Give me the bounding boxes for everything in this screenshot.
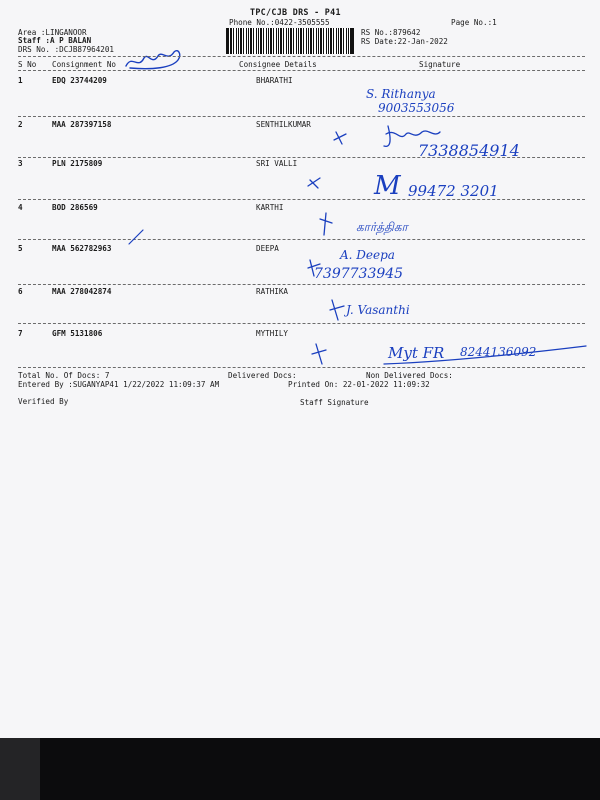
row-6-consignment: MAA 278042874 — [52, 287, 112, 296]
row-2-divider — [18, 157, 585, 158]
row-6-sno: 6 — [18, 287, 23, 296]
page-number: Page No.:1 — [451, 18, 497, 27]
non-delivered-docs: Non Delivered Docs: — [366, 371, 453, 380]
row-3-consignment: PLN 2175809 — [52, 159, 103, 168]
document-title: TPC/CJB DRS - P41 — [250, 7, 341, 17]
row-2-consignment: MAA 287397158 — [52, 120, 112, 129]
column-header-consignee: Consignee Details — [239, 60, 317, 69]
row-5-signature-name: A. Deepa — [340, 248, 395, 262]
total-docs: Total No. Of Docs: 7 — [18, 371, 110, 380]
row-3-signature — [300, 160, 600, 204]
scan-bottom-edge — [0, 738, 600, 800]
scan-bottom-edge-notch — [0, 738, 40, 800]
row-4-signature — [300, 205, 600, 243]
row-4-divider — [18, 239, 585, 240]
staff-signature: Staff Signature — [300, 398, 369, 407]
rs-number: RS No.:879642 — [361, 28, 421, 37]
phone-number: Phone No.:0422-3505555 — [229, 18, 330, 27]
row-5-signature-phone: 7397733945 — [314, 266, 404, 282]
staff-label: Staff :A P BALAN — [18, 36, 92, 45]
row-4-sno: 4 — [18, 203, 23, 212]
row-4-consignment: BOD 286569 — [52, 203, 98, 212]
row-1-signature — [300, 78, 600, 116]
row-4-consignee: KARTHI — [256, 203, 284, 212]
row-7-consignment: GFM 5131806 — [52, 329, 103, 338]
drs-number: DRS No. :DCJB87964201 — [18, 45, 115, 54]
row-2-signature-phone: 7338854914 — [418, 141, 520, 160]
row-3-consignee: SRI VALLI — [256, 159, 298, 168]
row-5-consignment: MAA 562782963 — [52, 244, 112, 253]
area-label: Area :LINGANOOR — [18, 28, 87, 37]
entered-by: Entered By :SUGANYAP41 1/22/2022 11:09:37 AM — [18, 380, 220, 389]
row-1-signature-name: S. Rithanya — [366, 87, 436, 101]
printed-on: Printed On: 22-01-2022 11:09:32 — [288, 380, 430, 389]
row-7-sno: 7 — [18, 329, 23, 338]
row-1-signature-phone: 9003553056 — [378, 101, 455, 115]
row-2-consignee: SENTHILKUMAR — [256, 120, 311, 129]
row-5-consignee: DEEPA — [256, 244, 279, 253]
row-2-sno: 2 — [18, 120, 23, 129]
column-header-consignment: Consignment No — [52, 60, 117, 69]
row-3-signature-mark: M — [374, 171, 401, 201]
barcode — [226, 28, 354, 54]
rs-date: RS Date:22-Jan-2022 — [361, 37, 448, 46]
table-bottom-rule — [18, 367, 585, 368]
row-3-sno: 3 — [18, 159, 23, 168]
delivered-docs: Delivered Docs: — [228, 371, 297, 380]
row-5-signature — [300, 242, 600, 282]
row-4-signature-name: கார்த்திகா — [356, 220, 408, 234]
row-3-divider — [18, 199, 585, 200]
row-6-signature-name: J. Vasanthi — [346, 303, 410, 317]
row-7-signature-phone: 8244136092 — [460, 345, 537, 359]
row-5-pen-mark — [125, 228, 149, 248]
row-3-signature-phone: 99472 3201 — [408, 182, 499, 200]
row-7-signature-name: Myt FR — [388, 344, 445, 362]
row-1-sno: 1 — [18, 76, 23, 85]
row-6-consignee: RATHIKA — [256, 287, 289, 296]
column-header-sno: S No — [18, 60, 37, 69]
header-rule-top — [18, 56, 585, 57]
column-header-signature: Signature — [419, 60, 461, 69]
row-6-signature — [300, 290, 600, 326]
row-5-divider — [18, 284, 585, 285]
row-1-consignment: EDQ 23744209 — [52, 76, 107, 85]
row-5-sno: 5 — [18, 244, 23, 253]
row-6-divider — [18, 323, 585, 324]
row-7-signature — [300, 328, 600, 372]
header-rule-bottom — [18, 70, 585, 71]
row-1-consignee: BHARATHI — [256, 76, 293, 85]
row-1-divider — [18, 116, 585, 117]
row-7-consignee: MYTHILY — [256, 329, 289, 338]
row-2-signature — [300, 118, 600, 162]
verified-by: Verified By — [18, 397, 69, 406]
